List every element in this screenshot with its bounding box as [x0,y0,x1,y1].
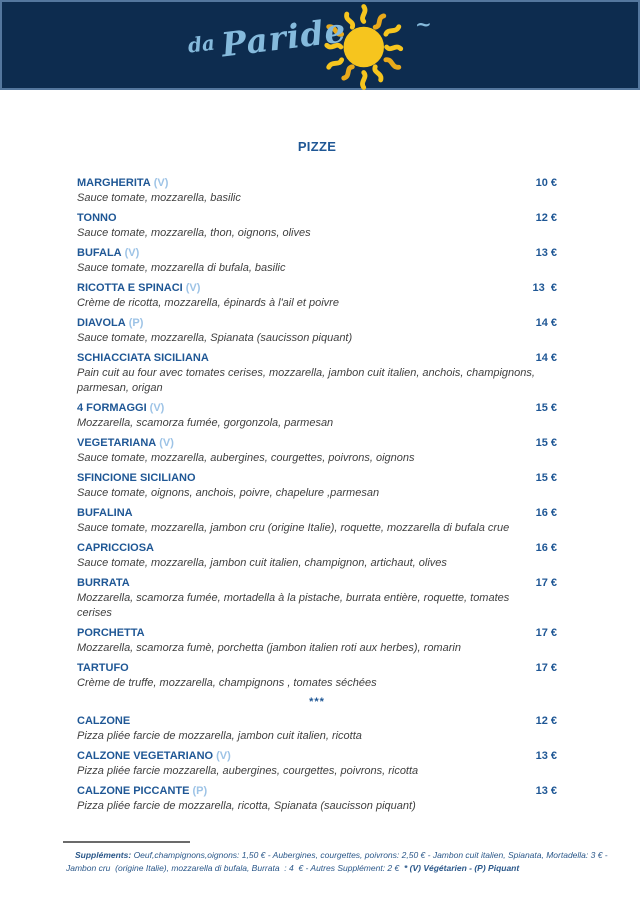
item-name [77,210,117,226]
menu-item [77,400,557,431]
item-name-text: TARTUFO [77,662,129,674]
logo-name: Paride [219,10,349,65]
menu-item [77,350,557,396]
item-price: 16 € [535,542,557,554]
menu-item-row [77,625,557,641]
item-diet-marker: (V) [216,750,231,762]
section-separator: *** [309,696,325,708]
item-diet-marker: (P) [128,317,144,329]
item-name [77,625,145,641]
menu-item [77,210,557,241]
menu-item [77,175,557,206]
menu-item-row [77,175,557,191]
item-name-text: RICOTTA E SPINACI [77,282,183,294]
item-name-text: SCHIACCIATA SICILIANA [77,352,209,364]
menu-item [77,783,557,814]
item-name-text: BUFALINA [77,507,133,519]
item-price: 12 € [535,715,557,727]
menu-item [77,713,557,744]
menu-item [77,575,557,621]
menu-item-row [77,660,557,676]
item-name-text: CALZONE [77,715,131,727]
item-description: Pizza pliée farcie de mozzarella, jambon cuit italien, ricotta [77,730,362,742]
item-name [77,435,174,451]
item-description: Sauce tomate, mozzarella, jambon cuit italien, champignon, artichaut, olives [77,557,447,569]
item-name [77,470,196,486]
item-price: 14 € [535,317,557,329]
item-name [77,350,209,366]
item-description: Crème de truffe, mozzarella, champignons , tomates séchées [77,677,377,689]
menu-item-row [77,540,557,556]
item-name [77,175,168,191]
item-name [77,713,130,729]
item-name-text: BUFALA [77,247,122,259]
menu-item-row [77,783,557,799]
item-description: Mozzarella, scamorza fumée, mortadella à la pistache, burrata entière, roquette, tomates cerises [77,592,510,619]
item-name-text: MARGHERITA [77,177,151,189]
item-description: Sauce tomate, mozzarella, aubergines, courgettes, poivrons, oignons [77,452,415,464]
menu-item-row [77,350,557,366]
menu-item-row [77,470,557,486]
menu-item-row [77,245,557,261]
item-diet-marker: (V) [153,177,169,189]
menu-item-row [77,748,557,764]
item-name-text: PORCHETTA [77,627,145,639]
menu-item-row [77,575,557,591]
item-name [77,245,139,261]
menu-item-row [77,280,557,296]
menu-item [77,748,557,779]
item-price: 14 € [535,352,557,364]
item-name-text: CALZONE VEGETARIANO [77,750,214,762]
item-description: Sauce tomate, mozzarella, jambon cru (origine Italie), roquette, mozzarella di bufala crue [77,522,510,534]
logo-accent-tilde: ~ [414,12,432,36]
supplements-body: Oeuf,champignons,oignons: 1,50 € - Aubergines, courgettes, poivrons: 2,50 € - Jambon cuit italien, Spianata, Mortadella: 3 € - Jambon cru (origine Italie), mozzarella di bufala, Burrata : 4 € - Autres Supplément: 2 € [66,850,613,873]
item-name-text: SFINCIONE SICILIANO [77,472,196,484]
menu-item [77,625,557,656]
item-price: 13 € [532,282,557,294]
restaurant-logo [186,4,432,90]
menu-item [77,435,557,466]
menu-item-row [77,315,557,331]
item-name [77,660,129,676]
item-description: Pizza pliée farcie de mozzarella, ricotta, Spianata (saucisson piquant) [77,800,416,812]
menu-item [77,245,557,276]
item-price: 15 € [535,472,557,484]
item-name-text: VEGETARIANA [77,437,157,449]
item-price: 16 € [535,507,557,519]
item-name-text: DIAVOLA [77,317,126,329]
item-price: 13 € [535,785,557,797]
item-name-text: 4 FORMAGGI [77,402,147,414]
item-name-text: TONNO [77,212,117,224]
header-band [0,0,640,90]
item-name [77,783,207,799]
item-price: 15 € [535,402,557,414]
menu-item-row [77,400,557,416]
item-diet-marker: (V) [124,247,140,259]
item-description: Crème de ricotta, mozzarella, épinards à l'ail et poivre [77,297,339,309]
section-title: PIZZE [297,139,337,154]
menu-item-row [77,713,557,729]
item-name [77,505,133,521]
item-diet-marker: (V) [149,402,165,414]
menu-item [77,315,557,346]
item-description: Sauce tomate, mozzarella, Spianata (saucisson piquant) [77,332,353,344]
item-price: 17 € [535,662,557,674]
item-price: 15 € [535,437,557,449]
item-name [77,575,130,591]
menu-item [77,505,557,536]
supplements-label: Suppléments: [75,850,132,860]
item-description: Pizza pliée farcie mozzarella, aubergines, courgettes, poivrons, ricotta [77,765,419,777]
item-diet-marker: (V) [159,437,174,449]
item-diet-marker: (V) [185,282,201,294]
item-name [77,400,164,416]
item-price: 13 € [535,247,557,259]
item-name-text: CAPRICCIOSA [77,542,155,554]
item-price: 13 € [535,750,557,762]
item-description: Pain cuit au four avec tomates cerises, mozzarella, jambon cuit italien, anchois, champignons, parmesan, origan [77,367,535,394]
item-name-text: BURRATA [77,577,130,589]
item-diet-marker: (P) [192,785,208,797]
item-price: 10 € [535,177,557,189]
item-name [77,280,200,296]
menu-item [77,660,557,691]
menu-content [77,90,557,818]
menu-item [77,470,557,501]
item-price: 17 € [535,627,557,639]
item-description: Sauce tomate, oignons, anchois, poivre, chapelure ,parmesan [77,487,380,499]
menu-items [77,175,557,814]
menu-item [77,540,557,571]
item-description: Sauce tomate, mozzarella, basilic [77,192,241,204]
item-name [77,315,143,331]
menu-item [77,280,557,311]
item-name-text: CALZONE PICCANTE [77,785,190,797]
logo-prefix: da [186,30,217,58]
item-description: Mozzarella, scamorza fumè, porchetta (jambon italien roti aux herbes), romarin [77,642,461,654]
menu-item-row [77,435,557,451]
menu-item-row [77,505,557,521]
item-description: Sauce tomate, mozzarella di bufala, basilic [77,262,286,274]
item-description: Sauce tomate, mozzarella, thon, oignons, olives [77,227,311,239]
supplements-note [66,849,618,874]
menu-item-row [77,210,557,226]
footnote-divider [63,841,190,843]
item-price: 12 € [535,212,557,224]
supplements-legend: * (V) Végétarien - (P) Piquant [403,862,520,873]
item-name [77,540,154,556]
item-name [77,748,231,764]
item-price: 17 € [535,577,557,589]
item-description: Mozzarella, scamorza fumée, gorgonzola, parmesan [77,417,334,429]
